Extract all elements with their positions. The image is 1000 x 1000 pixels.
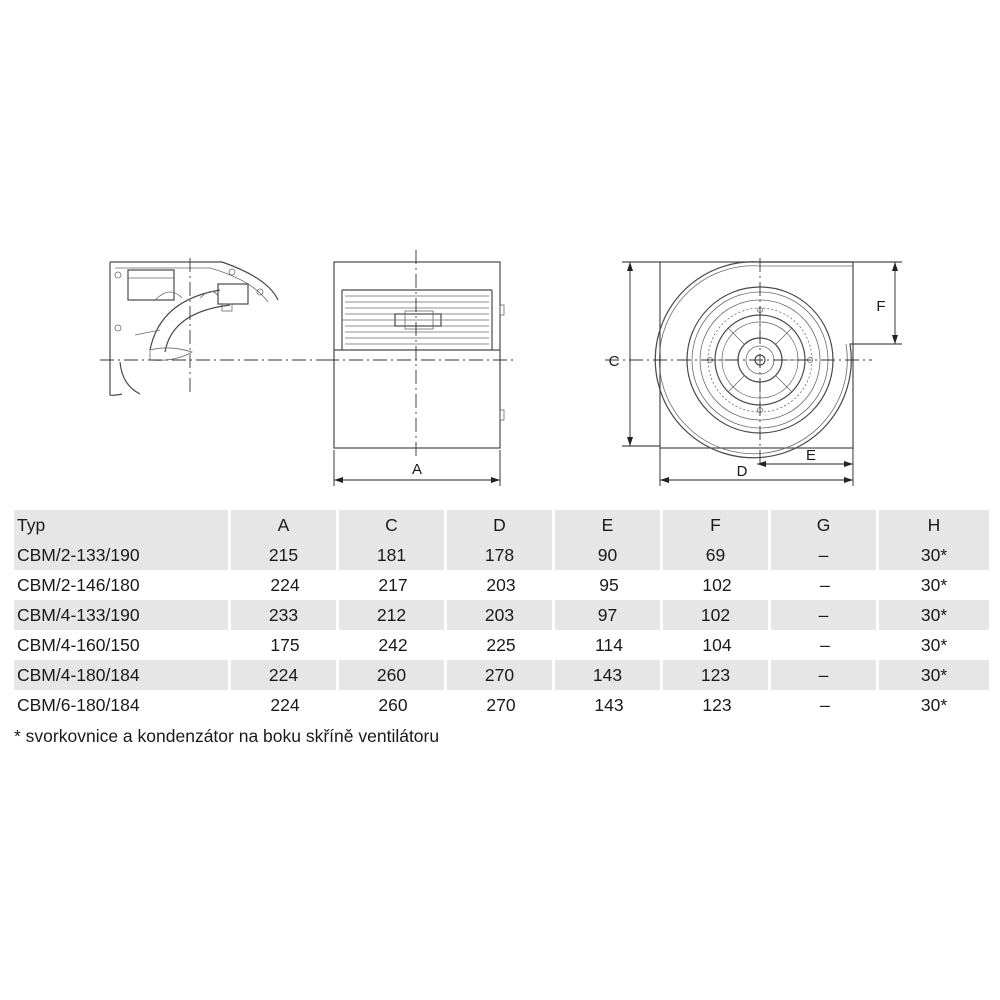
cell-a: 224 xyxy=(270,694,300,715)
cell-h: 30* xyxy=(920,574,948,595)
dim-label-d: D xyxy=(736,463,748,480)
cell-e: 90 xyxy=(555,540,663,570)
dim-label-e: E xyxy=(805,447,817,464)
side-view-detail xyxy=(100,258,330,395)
cell-d: 178 xyxy=(447,540,555,570)
cell-f: 123 xyxy=(663,660,771,690)
cell-e: 97 xyxy=(555,600,663,630)
table-row xyxy=(14,660,989,690)
header-a: A xyxy=(231,510,339,540)
cell-h: 30* xyxy=(879,660,989,690)
cell-type: CBM/4-160/150 xyxy=(17,634,140,655)
header-g: G xyxy=(771,510,879,540)
cell-h: 30* xyxy=(879,600,989,630)
table-header-row xyxy=(14,510,989,540)
footnote: * svorkovnice a kondenzátor na boku skříně ventilátoru xyxy=(14,726,440,746)
cell-d: 203 xyxy=(486,574,516,595)
cell-d: 270 xyxy=(447,660,555,690)
cell-f: 104 xyxy=(702,634,732,655)
cell-d: 270 xyxy=(486,694,516,715)
header-e: E xyxy=(555,510,663,540)
cell-h: 30* xyxy=(879,540,989,570)
cell-type: CBM/2-146/180 xyxy=(17,574,140,595)
header-typ: Typ xyxy=(14,510,231,540)
header-f: F xyxy=(663,510,771,540)
cell-c: 260 xyxy=(378,694,408,715)
cell-f: 123 xyxy=(702,694,732,715)
cell-type: CBM/4-133/190 xyxy=(14,600,231,630)
cell-d: 225 xyxy=(486,634,516,655)
cell-type: CBM/4-180/184 xyxy=(14,660,231,690)
cell-a: 224 xyxy=(231,660,339,690)
table-row xyxy=(14,630,989,660)
cell-type: CBM/6-180/184 xyxy=(17,694,140,715)
cell-h: 30* xyxy=(920,634,948,655)
cell-c: 260 xyxy=(339,660,447,690)
cell-g: – xyxy=(820,574,830,595)
cell-e: 114 xyxy=(595,634,623,655)
cell-c: 242 xyxy=(378,634,408,655)
header-c: C xyxy=(339,510,447,540)
cell-f: 102 xyxy=(663,600,771,630)
header-h: H xyxy=(879,510,989,540)
table-row xyxy=(14,570,989,600)
cell-e: 143 xyxy=(555,660,663,690)
cell-e: 95 xyxy=(599,574,619,595)
cell-c: 217 xyxy=(378,574,408,595)
cell-g: – xyxy=(820,694,830,715)
cell-g: – xyxy=(820,634,830,655)
cell-a: 175 xyxy=(270,634,300,655)
cell-a: 215 xyxy=(231,540,339,570)
cell-c: 181 xyxy=(339,540,447,570)
scroll-view xyxy=(605,258,902,486)
cell-g: – xyxy=(771,660,879,690)
dim-label-c: C xyxy=(608,353,620,370)
cell-a: 224 xyxy=(270,574,300,595)
table-row xyxy=(14,600,989,630)
header-d: D xyxy=(447,510,555,540)
cell-d: 203 xyxy=(447,600,555,630)
cell-a: 233 xyxy=(231,600,339,630)
table-row xyxy=(14,690,989,720)
cell-e: 143 xyxy=(594,694,624,715)
cell-g: – xyxy=(771,600,879,630)
cell-c: 212 xyxy=(339,600,447,630)
cell-h: 30* xyxy=(920,694,948,715)
cell-type: CBM/2-133/190 xyxy=(14,540,231,570)
front-view xyxy=(325,250,515,486)
dim-label-a: A xyxy=(411,461,423,478)
cell-f: 69 xyxy=(663,540,771,570)
cell-f: 102 xyxy=(702,574,732,595)
dimensions-table xyxy=(14,510,989,720)
cell-g: – xyxy=(771,540,879,570)
table-row xyxy=(14,540,989,570)
dim-label-f: F xyxy=(876,298,886,315)
